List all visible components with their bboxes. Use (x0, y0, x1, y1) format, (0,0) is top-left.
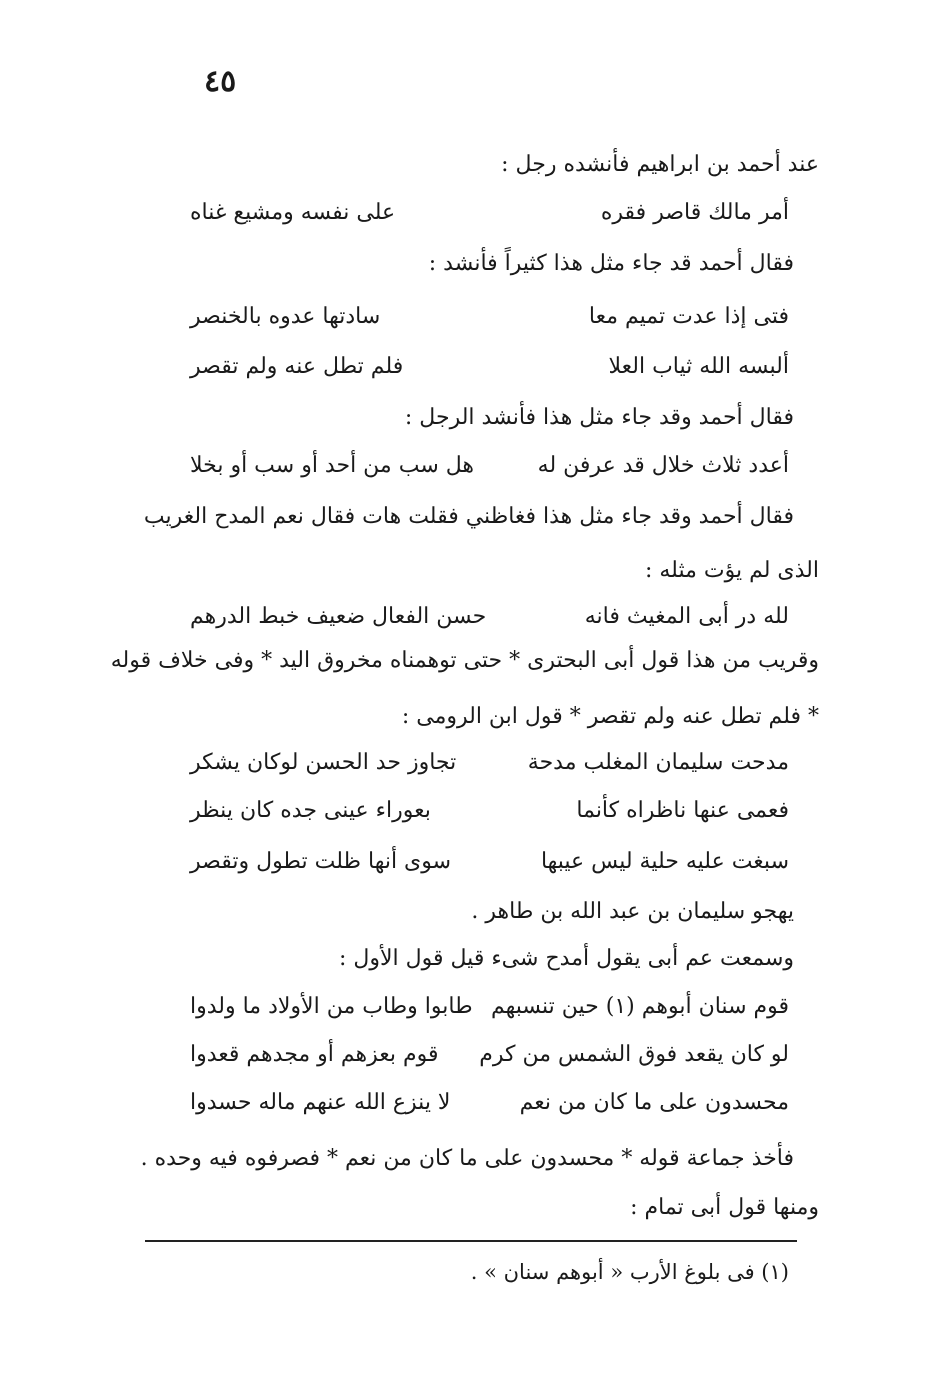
verse-line (190, 1040, 789, 1070)
prose-line: عند أحمد بن ابراهيم فأنشده رجل : (501, 152, 819, 177)
hemistich-second: بعوراء عينى جده كان ينظر (190, 798, 431, 823)
prose-line: ومنها قول أبى تمام : (630, 1195, 819, 1220)
verse-line (190, 1088, 789, 1118)
hemistich-second: فلم تطل عنه ولم تقصر (190, 354, 404, 379)
footnote: (١) فى بلوغ الأرب « أبوهم سنان » . (470, 1260, 789, 1284)
hemistich-first: لله در أبى المغيث فانه (584, 604, 789, 629)
hemistich-first: محسدون على ما كان من نعم (519, 1090, 789, 1115)
hemistich-second: لا ينزع الله عنهم ماله حسدوا (190, 1090, 451, 1115)
prose-line: فقال أحمد وقد جاء مثل هذا فأنشد الرجل : (404, 405, 794, 430)
prose-line: * فلم تطل عنه ولم تقصر * قول ابن الرومى : (401, 704, 819, 729)
prose-line: وقريب من هذا قول أبى البحترى * حتى توهمناه مخروق اليد * وفى خلاف قوله (110, 648, 819, 673)
hemistich-first: فعمى عنها ناظراه كأنما (576, 798, 789, 823)
hemistich-second: هل سب من أحد أو سب أو بخلا (190, 453, 475, 478)
verse-line (190, 992, 789, 1022)
verse-line (190, 198, 789, 228)
hemistich-second: تجاوز حد الحسن لوكان يشكر (190, 750, 457, 775)
hemistich-second: طابوا وطاب من الأولاد ما ولدوا (190, 994, 473, 1019)
prose-line: فقال أحمد قد جاء مثل هذا كثيراً فأنشد : (428, 251, 794, 276)
hemistich-first: أمر مالك قاصر فقره (600, 200, 789, 225)
hemistich-second: على نفسه ومشيع غناه (190, 200, 396, 225)
prose-line: يهجو سليمان بن عبد الله بن طاهر . (471, 899, 794, 924)
verse-line (190, 748, 789, 778)
hemistich-second: حسن الفعال ضعيف خبط الدرهم (190, 604, 487, 629)
prose-line: فأخذ جماعة قوله * محسدون على ما كان من نعم * فصرفوه فيه وحده . (140, 1146, 794, 1171)
prose-line: الذى لم يؤت مثله : (644, 558, 819, 583)
hemistich-second: قوم بعزهم أو مجدهم قعدوا (190, 1042, 439, 1067)
page-number: ٤٥ (204, 64, 237, 99)
hemistich-first: ألبسه الله ثياب العلا (608, 354, 789, 379)
prose-line: وسمعت عم أبى يقول أمدح شىء قيل قول الأول : (339, 946, 794, 971)
verse-line (190, 451, 789, 481)
verse-line (190, 847, 789, 877)
hemistich-first: لو كان يقعد فوق الشمس من كرم (479, 1042, 789, 1067)
footnote-separator (145, 1240, 797, 1242)
hemistich-first: مدحت سليمان المغلب مدحة (527, 750, 789, 775)
verse-line (190, 602, 789, 632)
hemistich-first: قوم سنان أبوهم (١) حين تنسبهم (490, 994, 789, 1019)
verse-line (190, 796, 789, 826)
hemistich-first: فتى إذا عدت تميم معا (588, 304, 789, 329)
hemistich-first: أعدد ثلاث خلال قد عرفن له (537, 453, 789, 478)
hemistich-first: سبغت عليه حلية ليس عيبها (540, 849, 789, 874)
verse-line (190, 302, 789, 332)
hemistich-second: سوى أنها ظلت تطول وتقصر (190, 849, 452, 874)
hemistich-second: سادتها عدوه بالخنصر (190, 304, 381, 329)
verse-line (190, 352, 789, 382)
prose-line: فقال أحمد وقد جاء مثل هذا فغاظني فقلت هات فقال نعم المدح الغريب (143, 504, 794, 529)
